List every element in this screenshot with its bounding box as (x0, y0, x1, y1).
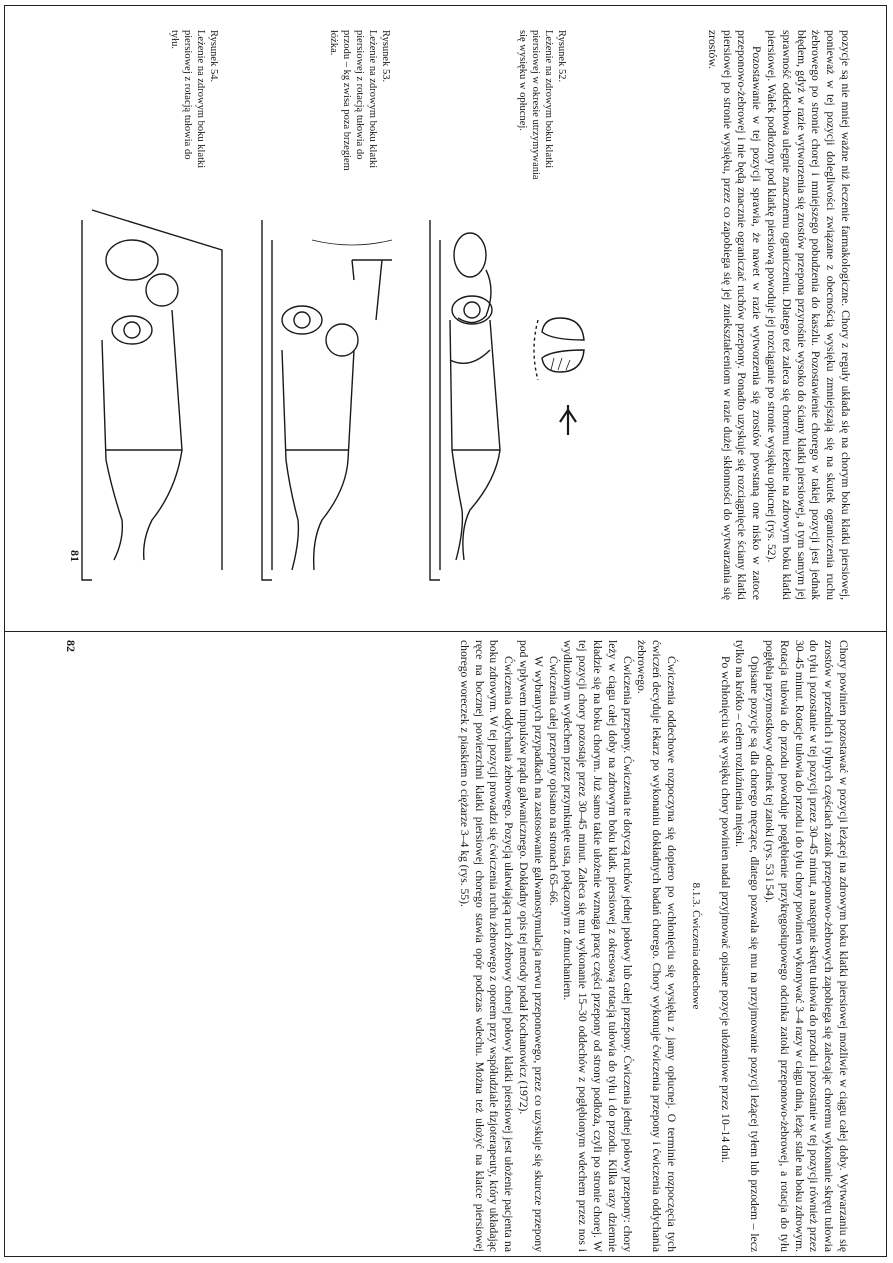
caption-title: Rysunek 53. (380, 30, 391, 83)
paragraph: Ćwiczenia przepony. Ćwiczenia te dotyczą ruchów jednej połowy lub całej przepony. Ćwiczenia jednej połowy przepony: chory leży w ciągu całej doby na zdrowym boku klatk. piersiowej z okresową rotacją tułowia do tyłu i do przodu. Kilka razy dziennie kładzie się na boku chorym. Już samo takie ułożenie wzmaga pracę części przepony od strony podłoża, czyli po stronie chorej. W tej pozycji chory pozostaje przez 30–45 minut. Zaleca się mu wykonanie 15–30 oddechów z pogłębionym wdechem przez nos i wydłużonym wydechem przez przymknięte usta, połączonym z dmuchaniem. (561, 640, 634, 1252)
paragraph: Ćwiczenia oddechowe rozpoczyna się dopiero po wchłonięciu się wysięku z jamy opłucnej. O terminie rozpoczęcia tych ćwiczeń decyduje lekarz po wykonaniu dokładnych badań chorego. Chory wykonuje ćwiczenia przepony i ćwiczenia oddychania żebrowego. (635, 640, 679, 1252)
figure-52-illustration (420, 200, 590, 600)
caption-title: Rysunek 54. (208, 30, 219, 83)
figure-caption (327, 30, 392, 180)
caption-text: Leżenie na zdrowym boku klatki piersiowej z rotacją tułowia do tyłu. (169, 30, 206, 169)
page-82 (60, 640, 850, 1252)
page-number: 82 (64, 640, 78, 652)
page-number: 81 (68, 550, 82, 562)
paragraph: W wybranych przypadkach na zastosowanie galwanostymulacja nerwu przeponowego, przez co uzyskuje się skurcze przepony pod wpływem impulsów prądu galwanicznego. Dokładny opis tej metody podał Kochanowicz (1972). (517, 640, 545, 1252)
caption-text: Leżenie na zdrowym boku klatki piersiowej z rotacją tułowia do przodu – kg zwisa poza brzegiem łóżka. (328, 30, 378, 171)
page-81 (68, 30, 852, 600)
paragraph: Ćwiczenia całej przepony opisano na stronach 65–66. (546, 656, 560, 906)
paragraph: Ćwiczenia oddychania żebrowego. Pozycją ułatwiającą ruch żebrowy chorej połowy klatki piersiowej jest ułożenie pacjenta na boku zdrowym. W tej pozycji prowadzi się ćwiczenia ruchu żebrowego z oporem przy współudziale fizjoterapeuty, który układając ręce na bocznej powierzchni klatki piersiowej chorego stawia opór podczas wdechu. Można też ułożyć na klatce piersiowej chorego woreczek z piaskiem o ciężarze 3–4 kg (rys. 55). (457, 640, 516, 1252)
figure-53-illustration (252, 200, 412, 600)
figure-54-illustration (72, 200, 242, 600)
figure-52 (420, 30, 590, 600)
section-heading: 8.1.3. Ćwiczenia oddechowe (689, 882, 702, 1010)
figure-caption (516, 30, 568, 180)
caption-title: Rysunek 52. (556, 30, 567, 83)
paragraph: Chory powinien pozostawać w pozycji leżącej na zdrowym boku klatki piersiowej możliwie w ciągu całej doby. Wytwarzaniu się zrostów w przednich i tylnych częściach zatok przeponowo-żebrowych zapobiega się zalecając choremu wykonanie skrętu tułowia do tyłu i pozostanie w tej pozycji przez 30–45 minut, a następnie skrętu tułowia do przodu i pozostanie w tej pozycji również przez 30–45 minut. Rotacje tułowia do przodu i do tyłu chory powinien wykonywać 3–4 razy w ciągu dnia, leżąc stale na boku zdrowym. Rotacja tułowia do przodu powoduje pogłębienie przykręgosłupowego odcinka zatoki przeponowo-żebrowej, a rotacja do tyłu pogłębia przymostkowy odcinek tej zatoki (rys. 53 i 54). (763, 640, 850, 1252)
caption-text: Leżenie na zdrowym boku klatki piersiowej w okresie utrzymywania się wysięku w opłucnej. (517, 30, 554, 180)
paragraph: Opisane pozycje są dla chorego męczące, dlatego pozwala się mu na przyjmowanie pozycji leżącej tyłem lub przodem – lecz tylko na krótko – celem rozluźnienia mięśni. (733, 640, 762, 1252)
figure-54 (72, 30, 242, 600)
paragraph: pozycje są nie mniej ważne niż leczenie farmakologiczne. Chory z reguły układa się na chorym boku klatki piersiowej, ponieważ w tej pozycji dolegliwości związane z obecnością wysięku zmniejszają się na skutek ograniczenia ruchu żebrowego po stronie chorej i mniejszego pobudzenia do kaszlu. Pozostawienie chorego w takiej pozycji jest jednak błędem, gdyż w razie wytworzenia się zrostów przepona przyrośnie wysoko do ściany klatki piersiowej, a tym samym jej sprawność oddechowa ulegnie znacznemu ograniczeniu. Dlatego też zaleca się choremu leżenie na zdrowym boku klatki piersiowej. Wałek podłożony pod klatkę piersiową powoduje jej rozciąganie po stronie wysięku opłucnej (rys. 52). (765, 30, 852, 600)
page-divider (4, 631, 887, 632)
paragraph: Pozostawanie w tej pozycji sprawia, że nawet w razie wytworzenia się zrostów powstaną one nisko w zatoce przeponowo-żebrowej i nie będą znacznie ograniczać ruchów przepony. Ponadto uzyskuje się rozciągnięcie ściany klatki piersiowej po stronie wysięku, przez co zapobiega się jej zniekształceniom w razie dużej skłonności do wytwarzania się zrostów. (705, 30, 764, 600)
figure-caption (168, 30, 220, 180)
page-81-body (704, 30, 852, 600)
page-82-body (456, 640, 850, 1252)
paragraph: Po wchłonięciu się wysięku chory powinien nadal przyjmować opisane pozycje ułożeniowe przez 10–14 dni. (718, 656, 732, 1163)
figure-53 (252, 30, 412, 600)
